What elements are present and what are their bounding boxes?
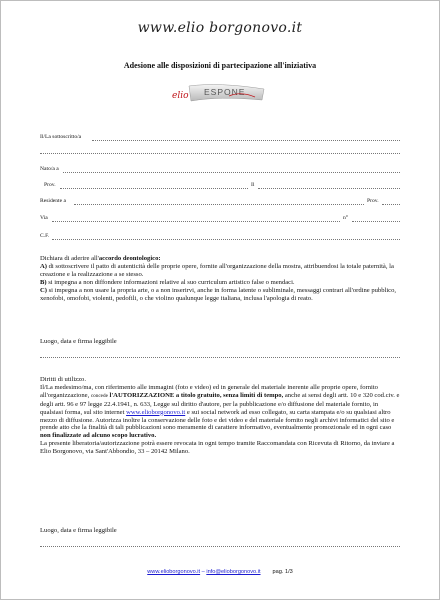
header-logo: www.elio borgonovo.it	[137, 20, 303, 36]
deontologico-section	[40, 255, 400, 302]
label-cf: C.F.	[40, 233, 50, 239]
clause-c: C) si impegna a non usare la propria arte, o a non inserirvi, anche in forma latente o subliminale, messaggi contrari all'ordine pubblico, xenofobi, omofobi, violenti, pedofili, o che violino qualunque legge italiana, inclusa l'apologia di reato.	[40, 286, 397, 302]
field-residente[interactable]	[74, 204, 364, 205]
field-via[interactable]	[52, 221, 340, 222]
signature-label-2: Luogo, data e firma leggibile	[40, 527, 117, 534]
signature-field-2[interactable]	[40, 546, 400, 547]
field-sottoscritto[interactable]	[92, 140, 400, 141]
field-cf[interactable]	[52, 239, 400, 240]
label-residente: Residente a	[40, 198, 66, 204]
field-prov2[interactable]	[382, 204, 400, 205]
label-prov: Prov.	[44, 182, 56, 188]
espone-badge	[169, 82, 269, 104]
label-numero: n°	[343, 215, 349, 221]
badge-elio-text: elio	[172, 91, 189, 101]
field-il[interactable]	[258, 188, 400, 189]
signature-label-1: Luogo, data e firma leggibile	[40, 338, 117, 345]
label-sottoscritto: Il/La sottoscritto/a	[40, 134, 82, 140]
footer-separator: –	[200, 569, 207, 575]
footer-site-link[interactable]: www.elioborgonovo.it	[147, 569, 201, 575]
label-nato: Nato/a a	[40, 166, 59, 172]
field-sottoscritto-line2[interactable]	[40, 153, 400, 154]
document-title: Adesione alle disposizioni di partecipazione all'iniziativa	[123, 61, 317, 70]
diritti-section	[40, 376, 400, 456]
label-via: Via	[40, 215, 48, 221]
diritti-body: Il/La medesimo/ma, con riferimento alle immagini (foto e video) ed in generale del materiale inerente alle proprie opere, fornito all'organizzazione, concede l'AUTORIZZAZIONE a titolo gratuito, senza limiti di tempo, anche ai sensi degli artt. 10 e 320 cod.civ. e degli artt. 96 e 97 legge 22.4.1941, n. 633, Legge sul diritto d'autore, per la pubblicazione e/o diffusione del materiale fornito, in qualsiasi forma, sul sito internet www.elioborgonovo.it e sui social network ad esso collegato, su carta stampata e/o su qualsiasi altro mezzo di diffusione. Autorizza inoltre la conservazione delle foto e dei video e del materiale fornito negli archivi informatici del sito e prende atto che la finalità di tali pubblicazioni sono meramente di carattere informativo, eventualmente promozionale ed in ogni caso non finalizzate ad alcuno scopo lucrativo.	[40, 383, 400, 440]
footer	[0, 569, 440, 575]
clause-a: A) di sottoscrivere il patto di autenticità delle proprie opere, fornite all'organizzazione della mostra, attribuendosi la totale paternità, la creazione e la realizzazione a se stesso.	[40, 262, 394, 278]
label-prov2: Prov.	[367, 198, 379, 204]
revoca-text: La presente liberatoria/autorizzazione potrà essere revocata in ogni tempo tramite Raccomandata con Ricevuta di Ritorno, da inviare a Elio Borgonovo, via Sant'Abbondio, 33 – 20142 Milano.	[40, 440, 395, 456]
footer-email-link[interactable]: info@elioborgonovo.it	[206, 569, 261, 575]
field-nato[interactable]	[63, 172, 400, 173]
diritti-heading: Diritti di utilizzo.	[40, 376, 86, 383]
deontologico-intro: Dichiara di aderire all'accordo deontologico:	[40, 255, 161, 262]
label-il: Il	[251, 182, 255, 188]
field-numero[interactable]	[352, 221, 400, 222]
signature-field-1[interactable]	[40, 357, 400, 358]
clause-b: B) si impegna a non diffondere informazioni relative al suo curriculum artistico false o mendaci.	[40, 278, 295, 286]
site-link[interactable]: www.elioborgonovo.it	[126, 408, 186, 416]
badge-espone-text: ESPONE	[204, 87, 246, 97]
field-prov[interactable]	[60, 188, 248, 189]
page-number: pag. 1/3	[272, 569, 293, 575]
